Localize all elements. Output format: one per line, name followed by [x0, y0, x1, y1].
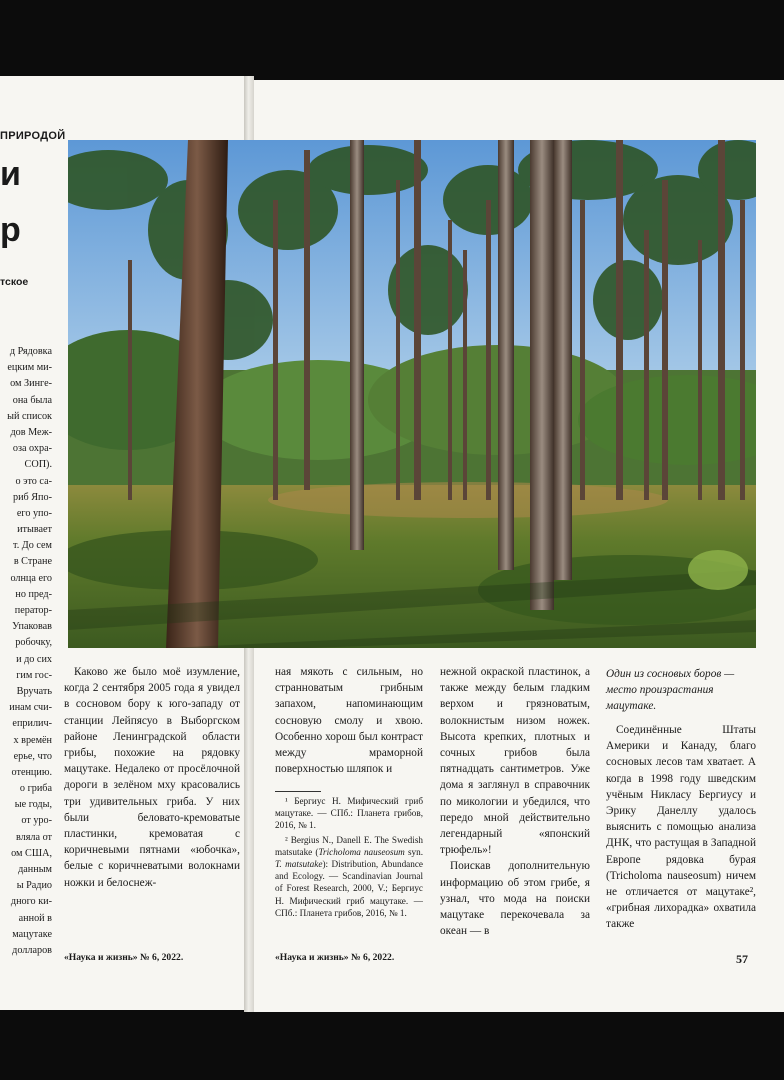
title-fragment-2: р [0, 211, 21, 249]
footnote-2-latin-2: T. matsutake [275, 859, 323, 870]
magazine-footer-left: «Наука и жизнь» № 6, 2022. [64, 952, 184, 963]
fragment-line: дного ки- [10, 896, 52, 908]
magazine-footer-right: «Наука и жизнь» № 6, 2022. [275, 952, 395, 963]
fragment-line: долларов [12, 944, 52, 956]
footnote-2-text-b: syn. [404, 846, 423, 857]
fragment-line: о это са- [15, 475, 52, 487]
paragraph: Поискав дополнительную информацию об этом грибе, я узнал, что мода на поиски мацутаке перекочевала за океан — в [440, 860, 590, 938]
fragment-line: риб Япо- [12, 491, 52, 503]
fragment-line: ый список [7, 410, 52, 422]
fragment-line: она была [12, 394, 52, 406]
text-column-3 [440, 664, 590, 939]
fragment-line: ператор- [14, 605, 52, 616]
footnote-2-latin-1: Tricholoma nauseosum [318, 846, 405, 857]
fragment-line: в Стране [13, 556, 52, 568]
footnote-2 [275, 834, 423, 919]
fragment-line: х времён [13, 734, 52, 746]
fragment-line: т. До сем [13, 540, 52, 552]
fragment-line: анной в [18, 912, 52, 924]
paragraph: ная мякоть с сильным, но странноватым грибным запахом, напоминающим сосновую смолу и хвою. Особенно хорош был контраст между мраморной поверхностью шляпок и [275, 666, 423, 776]
fragment-line: еприлич- [12, 718, 52, 730]
fragment-line: Вручать [16, 685, 52, 697]
fragment-line: но пред- [15, 588, 52, 600]
fragment-line: СОП). [24, 459, 52, 471]
fragment-line: вляла от [15, 831, 52, 843]
footnote-2-text-a: ² Bergius N., Danell E. The Swedish matsutake ( [275, 834, 423, 857]
footnotes [275, 795, 423, 919]
fragment-line: инам счи- [9, 702, 52, 714]
fragment-line: Упаковав [12, 621, 52, 633]
fragment-line: о гриба [19, 783, 52, 795]
fragment-line: д Рядовка [9, 346, 52, 357]
fragment-line: его упо- [16, 507, 52, 519]
left-text-fragments [0, 344, 52, 959]
pine-forest-photo [68, 140, 756, 648]
subtitle-fragment: тское [0, 276, 29, 288]
page-number: 57 [736, 952, 748, 966]
fragment-line: ерье, что [13, 750, 52, 762]
footnote-2-text-c: ): Distribution, Abundance and Ecology. — Scandinavian Journal of Forest Research, 2000, V.; Бергиус Н. Мифический гриб мацутаке. — СПб.: Планета грибов, 2016, № 1. [275, 859, 423, 918]
title-fragment-1: и [0, 155, 21, 193]
fragment-line: ецким ми- [7, 362, 52, 374]
fragment-line: и до сих [16, 653, 52, 665]
fragment-line: гим гос- [16, 669, 52, 681]
fragment-line: ы Радио [16, 880, 52, 892]
fragment-line: дов Меж- [10, 426, 52, 438]
fragment-line: ые годы, [14, 799, 52, 811]
paragraph: Каково же было моё изумление, когда 2 сентября 2005 года я увидел в сосновом бору к юго-западу от станции Лейпясуо в Выборгском районе Ленинградской области грибы, похожие на рядовку мацутаке. Недалеко от просёлочной дороги в зелёном мху красовались три удивительных гриба. У них были беловато-кремоватые пластинки, кремоватая с коричневыми пятнами «юбочка», белые с коричневатыми волокнами ножки и белоснеж- [64, 666, 240, 889]
fragment-line: от уро- [21, 815, 52, 827]
fragment-line: итывает [17, 524, 52, 536]
fragment-line: ом США, [11, 847, 52, 859]
fragment-line: отенцию. [11, 766, 52, 778]
paragraph: Соединённые Штаты Америки и Канаду, благо сосновых лесов там хватает. А когда в 1998 году шведским учёным Никласу Бергиусу и Эрику Данеллу удалось выяснить с помощью анализа ДНК, что растущая в Западной Европе рядовка бурая (Tricholoma nauseosum) ничем не отличается от мацутаке², «грибная лихорадка» охватила также [606, 724, 756, 931]
fragment-line: олнца его [10, 572, 52, 584]
photo-caption: Один из сосновых боров — место произрастания мацутаке. [606, 668, 735, 713]
fragment-line: ом Зинге- [10, 378, 52, 390]
text-column-1 [64, 664, 240, 891]
fragment-line: робочку, [15, 637, 52, 649]
footnote-1: ¹ Бергиус Н. Мифический гриб мацутаке. — СПб.: Планета грибов, 2016, № 1. [275, 796, 423, 831]
text-column-2 [275, 664, 423, 777]
fragment-line: мацутаке [12, 928, 52, 940]
section-heading-fragment: ПРИРОДОЙ [0, 130, 66, 142]
fragment-line: данным [18, 864, 52, 875]
fragment-line: оза охра- [12, 443, 52, 455]
paragraph: нежной окраской пластинок, а также между белым гладким верхом и грязноватым, волокнистым низом ножек. Высота крепких, плотных и сочных грибов была пятнадцать сантиметров. Уже дома я заглянул в справочник по микологии и убедился, что передо мной действительно легендарный «японский трюфель»! [440, 666, 590, 857]
footnote-rule [275, 791, 321, 792]
text-column-4 [606, 722, 756, 933]
